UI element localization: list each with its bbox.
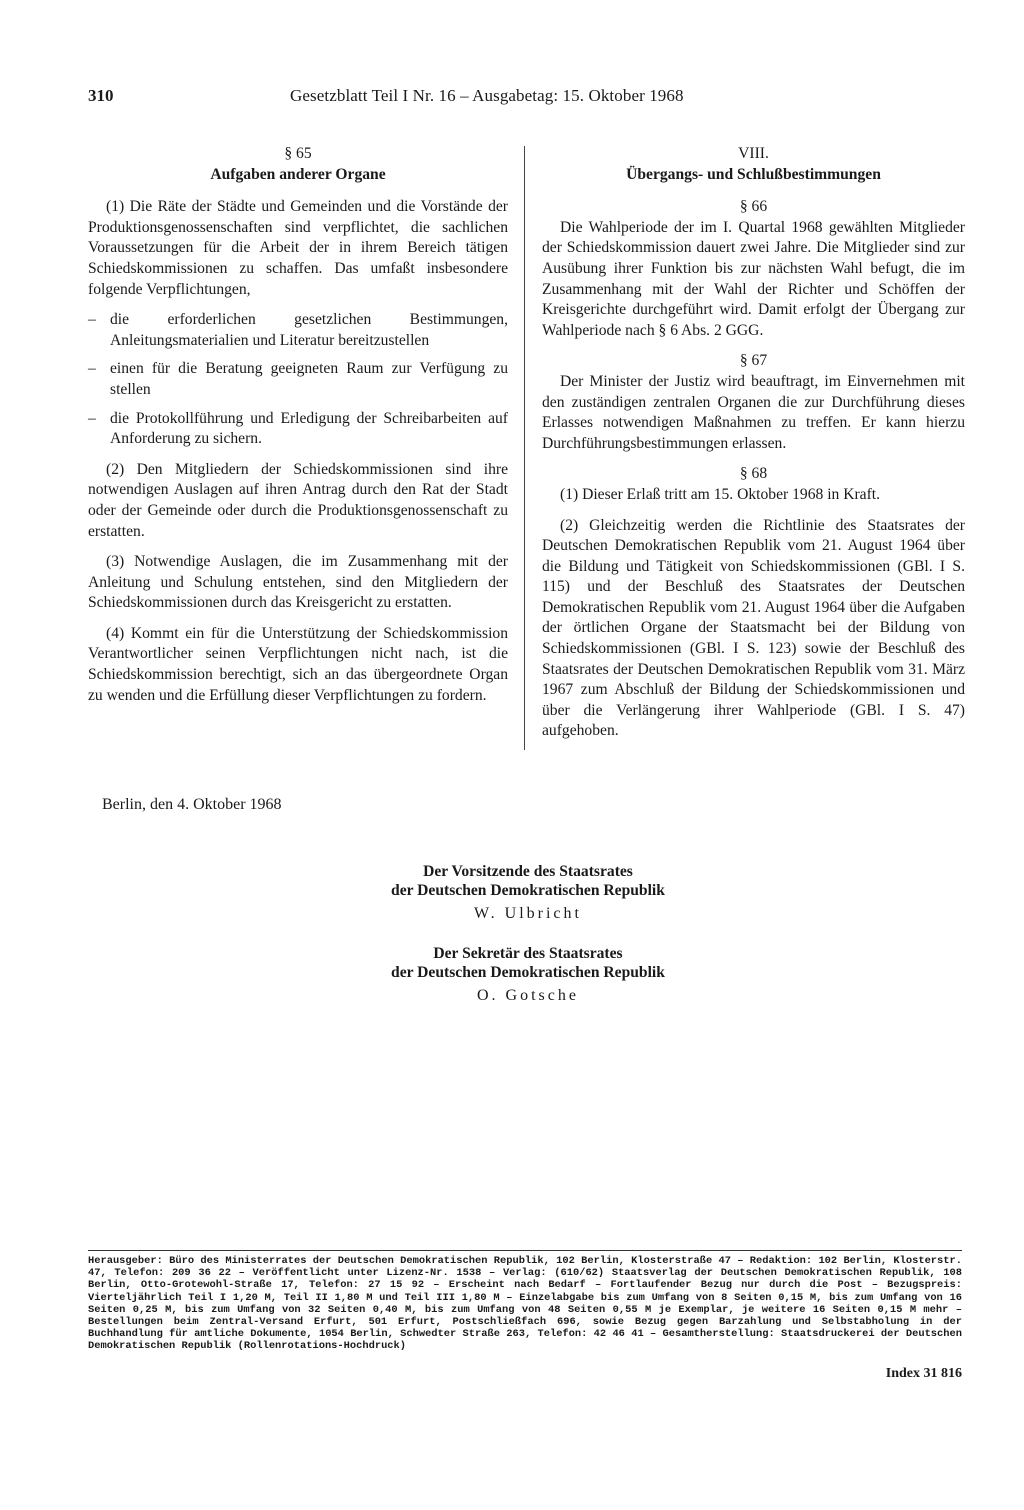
index-number: Index 31 816 <box>885 1366 962 1381</box>
obligations-list <box>88 310 508 450</box>
signature-block-chairman <box>300 862 756 923</box>
signatory-title: der Deutschen Demokratischen Republik <box>391 964 665 981</box>
list-item-text: einen für die Beratung geeigneten Raum zur Verfügung zu stellen <box>110 360 508 398</box>
dash-bullet: – <box>88 360 96 378</box>
list-item <box>88 409 508 450</box>
signatory-name: O. Gotsche <box>477 987 579 1004</box>
section-68-paragraph-1: (1) Dieser Erlaß tritt am 15. Oktober 1968 in Kraft. <box>560 485 881 503</box>
section-title-65: Aufgaben anderer Organe <box>210 165 386 183</box>
section-number-68: § 68 <box>739 465 768 483</box>
dash-bullet: – <box>88 409 96 427</box>
section-number-65: § 65 <box>284 145 312 162</box>
dash-bullet: – <box>88 311 96 329</box>
section-67-text: Der Minister der Justiz wird beauftragt, im Einvernehmen mit den zuständigen zentralen Organen die zur Durchführung dieses Erlasses notwendigen Maßnahmen zu treffen. Er kann hierzu Durchführungsbestimmungen erlassen. <box>542 372 965 452</box>
section-65-paragraph-4: (4) Kommt ein für die Unterstützung der Schiedskommission Verantwortlicher seinen Verpflichtungen nicht nach, ist die Schiedskommission berechtigt, sich an das übergeordnete Organ zu wenden und die Erfüllung dieser Verpflichtungen zu fordern. <box>88 624 508 704</box>
section-65-paragraph-1: (1) Die Räte der Städte und Gemeinden und die Vorstände der Produktionsgenossenschaften sind verpflichtet, die sachlichen Voraussetzungen für die Arbeit der in ihrem Bereich tätigen Schiedskommissionen zu schaffen. Das umfaßt insbesondere folgende Verpflichtungen, <box>88 198 508 298</box>
section-65-paragraph-3: (3) Notwendige Auslagen, die im Zusammenhang mit der Anleitung und Schulung entstehen, sind den Mitgliedern der Schiedskommissionen durch das Kreisgericht zu erstatten. <box>88 553 508 612</box>
list-item <box>88 310 508 351</box>
section-68-paragraph-2: (2) Gleichzeitig werden die Richtlinie des Staatsrates der Deutschen Demokratischen Republik vom 21. August 1964 über die Bildung und Tätigkeit von Schiedskommissionen (GBl. I S. 115) und der Beschluß des Staatsrates der Deutschen Demokratischen Republik vom 21. August 1964 über die Aufgaben der örtlichen Organe der Staatsmacht bei der Bildung von Schiedskommissionen (GBl. I S. 123) sowie der Beschluß des Staatsrates der Deutschen Demokratischen Republik vom 31. März 1967 zum Abschluß der Bildung der Schiedskommissionen und über die Verlängerung ihrer Wahlperiode (GBl. I S. 47) aufgehoben. <box>542 516 965 740</box>
column-divider <box>524 146 525 750</box>
chapter-number: VIII. <box>738 145 769 162</box>
signatory-title: der Deutschen Demokratischen Republik <box>391 882 665 899</box>
signatory-title: Der Sekretär des Staatsrates <box>433 945 623 962</box>
section-number-66: § 66 <box>739 198 768 216</box>
imprint-divider <box>88 1250 962 1251</box>
signature-block-secretary <box>300 944 756 1005</box>
section-65-paragraph-2: (2) Den Mitgliedern der Schiedskommissionen sind ihre notwendigen Auslagen auf ihren Antrag durch den Rat der Stadt oder der Gemeinde oder durch die Produktionsgenossenschaft zu erstatten. <box>88 460 508 540</box>
right-column <box>542 144 965 752</box>
list-item <box>88 359 508 400</box>
running-head: Gesetzblatt Teil I Nr. 16 – Ausgabetag: 15. Oktober 1968 <box>290 86 684 105</box>
page-number: 310 <box>88 86 114 105</box>
list-item-text: die erforderlichen gesetzlichen Bestimmungen, Anleitungsmaterialien und Literatur bereitzustellen <box>110 311 508 349</box>
list-item-text: die Protokollführung und Erledigung der Schreibarbeiten auf Anforderung zu sichern. <box>110 409 508 448</box>
signatory-name: W. Ulbricht <box>474 905 582 922</box>
signatory-title: Der Vorsitzende des Staatsrates <box>423 863 633 880</box>
chapter-title: Übergangs- und Schlußbestimmungen <box>626 165 881 183</box>
imprint-text: Herausgeber: Büro des Ministerrates der Deutschen Demokratischen Republik, 102 Berlin, Klosterstraße 47 – Redaktion: 102 Berlin, Klosterstr. 47, Telefon: 209 36 22 – Veröffentlicht unter Lizenz-Nr. 1538 – Verlag: (610/62) Staatsverlag der Deutschen Demokratischen Republik, 108 Berlin, Otto-Grotewohl-Straße 17, Telefon: 27 15 92 – Erscheint nach Bedarf – Fortlaufender Bezug nur durch die Post – Bezugspreis: Vierteljährlich Teil I 1,20 M, Teil II 1,80 M und Teil III 1,80 M – Einzelabgabe bis zum Umfang von 8 Seiten 0,15 M, bis zum Umfang von 16 Seiten 0,25 M, bis zum Umfang von 32 Seiten 0,40 M, bis zum Umfang von 48 Seiten 0,55 M je Exemplar, je weitere 16 Seiten 0,15 M mehr – Bestellungen beim Zentral-Versand Erfurt, 501 Erfurt, Postschließfach 696, sowie Bezug gegen Barzahlung und Selbstabholung in der Buchhandlung für amtliche Dokumente, 1054 Berlin, Schwedter Straße 263, Telefon: 42 46 41 – Gesamtherstellung: Staatsdruckerei der Deutschen Demokratischen Republik (Rollenrotations-Hochdruck) <box>88 1255 962 1353</box>
section-66-text: Die Wahlperiode der im I. Quartal 1968 gewählten Mitglieder der Schiedskommission dauert zwei Jahre. Die Mitglieder sind zur Ausübung ihrer Funktion bis zur nächsten Wahl befugt, die im Zusammenhang mit der Wahl der Richter und Schöffen der Kreisgerichte durchgeführt wird. Damit erfolgt der Übergang zur Wahlperiode nach § 6 Abs. 2 GGG. <box>542 218 965 339</box>
section-number-67: § 67 <box>739 352 768 370</box>
left-column <box>88 144 508 716</box>
place-and-date: Berlin, den 4. Oktober 1968 <box>102 796 282 813</box>
